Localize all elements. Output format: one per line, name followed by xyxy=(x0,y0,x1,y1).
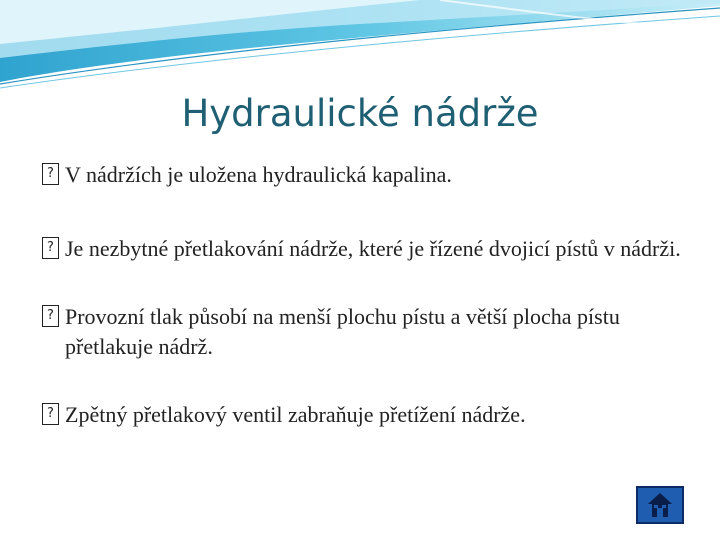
bullet-marker-icon: ? xyxy=(42,163,59,185)
bullet-item xyxy=(42,234,692,264)
bullet-marker-icon: ? xyxy=(42,305,59,327)
bullet-marker-icon: ? xyxy=(42,403,59,425)
bullet-item xyxy=(42,160,692,190)
home-icon xyxy=(646,491,674,519)
bullet-marker-icon: ? xyxy=(42,237,59,259)
wave-graphic xyxy=(0,0,720,90)
bullet-item xyxy=(42,302,692,362)
bullet-text: Provozní tlak působí na menší plochu pístu a větší plocha pístu přetlakuje nádrž. xyxy=(65,304,620,359)
header-wave-decoration xyxy=(0,0,720,90)
slide-title: Hydraulické nádrže xyxy=(181,92,539,135)
bullet-text: V nádržích je uložena hydraulická kapalina. xyxy=(65,162,452,187)
bullet-text: Je nezbytné přetlakování nádrže, které je řízené dvojicí pístů v nádrži. xyxy=(65,236,681,261)
bullet-text: Zpětný přetlakový ventil zabraňuje přetížení nádrže. xyxy=(65,402,526,427)
bullet-item xyxy=(42,400,692,430)
home-button[interactable] xyxy=(636,486,684,524)
bullet-list xyxy=(42,160,692,474)
